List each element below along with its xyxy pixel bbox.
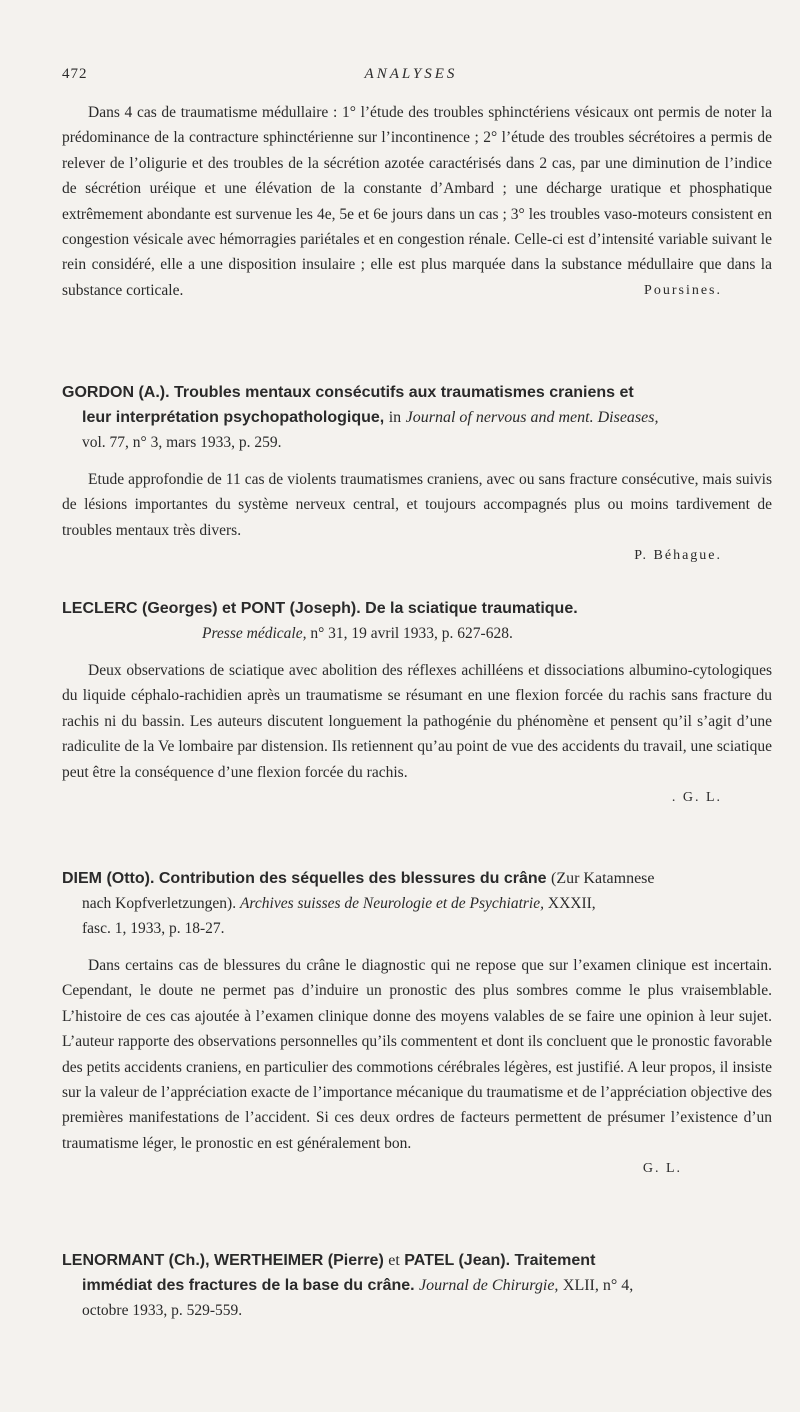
running-title: ANALYSES — [364, 66, 458, 82]
entry-subtitle-cont: nach Kopfverletzungen). — [82, 895, 237, 912]
entry-heading — [62, 866, 772, 941]
entry-leclerc-pont — [62, 596, 772, 810]
entry-author-2: WERTHEIMER (Pierre) — [213, 1252, 384, 1269]
entry-title-cont: leur interprétation psychopathologique, — [82, 409, 385, 426]
intro-signature: Poursines. — [644, 283, 722, 299]
entry-abstract: Dans certains cas de blessures du crâne le diagnostic qui ne repose que sur l’examen clinique est incertain. Cependant, le doute ne permet pas d’induire un pronostic des plus sombres comme le plus vraisemblable. L’histoire de ces cas ajoutée à l’examen clinique donne des moyens valables de se faire une opinion à leur sujet. L’auteur rapporte des observations personnelles qu’ils commentent et dont ils concluent que le pronostic favorable des petits accidents craniens, en particulier des commotions cérébrales légères, est justifié. A leur propos, il insiste sur la valeur de l’appréciation exacte de l’importance mécanique du traumatisme et de l’appréciation objective des premières manifestations de l’accident. Si ces deux ordres de facteurs permettent de présumer l’existence d’un traumatisme léger, le pronostic en est généralement bon. — [62, 957, 772, 1152]
entry-signature: P. Béhague. — [634, 548, 722, 564]
entry-heading — [62, 596, 772, 646]
entry-gordon — [62, 380, 772, 568]
entry-journal: Archives suisses de Neurologie et de Psychiatrie, — [239, 895, 544, 912]
entry-heading — [62, 1248, 772, 1323]
entry-title: Traitement — [514, 1252, 596, 1269]
source-prefix: in — [388, 409, 402, 426]
entry-authors: LECLERC (Georges) et PONT (Joseph). — [62, 600, 361, 617]
entry-volume: XLII, n° 4, — [562, 1277, 634, 1294]
entry-journal: Presse médicale, — [202, 625, 307, 642]
entry-title-cont: immédiat des fractures de la base du crâne. — [82, 1277, 415, 1294]
entry-author-3: PATEL (Jean). — [404, 1252, 511, 1269]
intro-section — [62, 100, 772, 303]
entry-heading — [62, 380, 772, 455]
entry-reference: fasc. 1, 1933, p. 18-27. — [82, 920, 225, 937]
entry-author-1: LENORMANT (Ch.), — [62, 1252, 210, 1269]
entry-title: Troubles mentaux consécutifs aux traumatismes craniens et — [174, 384, 634, 401]
entry-reference: vol. 77, n° 3, mars 1933, p. 259. — [82, 434, 282, 451]
running-header — [62, 66, 760, 88]
entry-authors: DIEM (Otto). — [62, 870, 155, 887]
entry-journal: Journal of nervous and ment. Diseases, — [405, 409, 659, 426]
entry-volume: XXXII, — [547, 895, 596, 912]
entry-signature: . G. L. — [671, 790, 722, 806]
entry-subtitle: (Zur Katamnese — [551, 870, 655, 887]
entry-reference: n° 31, 19 avril 1933, p. 627-628. — [310, 625, 513, 642]
entry-title: Contribution des séquelles des blessures du crâne — [158, 870, 547, 887]
entry-journal: Journal de Chirurgie, — [419, 1277, 559, 1294]
entry-abstract: Deux observations de sciatique avec abolition des réflexes achilléens et dissociations albumino-cytologiques du liquide céphalo-rachidien après un traumatisme se résumant en une flexion forcée du rachis sans fracture du rachis ni du bassin. Les auteurs discutent longuement la pathogénie du phénomène et pensent qu’il s’agit d’une radiculite de la Ve lombaire par distension. Ils retiennent qu’au point de vue des accidents du travail, une sciatique peut être la conséquence d’une flexion forcée du rachis. — [62, 662, 772, 781]
entry-abstract: Etude approfondie de 11 cas de violents traumatismes craniens, avec ou sans fracture consécutive, mais suivis de lésions importantes du système nerveux central, et toujours accompagnés plus ou moins tardivement de troubles mentaux très divers. — [62, 471, 772, 539]
entry-authors: GORDON (A.). — [62, 384, 170, 401]
entry-reference: octobre 1933, p. 529-559. — [82, 1302, 243, 1319]
entry-signature: G. L. — [642, 1161, 682, 1177]
page-number: 472 — [62, 66, 88, 82]
intro-paragraph: Dans 4 cas de traumatisme médullaire : 1° l’étude des troubles sphinctériens vésicaux ont permis de noter la prédominance de la contracture sphinctérienne sur l’incontinence ; 2° l’étude des troubles sécrétoires a permis de relever de l’oligurie et des troubles de la sécrétion azotée caractérisés dans 2 cas, par une diminution de l’indice de sécrétion uréique et une élévation de la constante d’Ambard ; une décharge uratique et phosphatique extrêmement abondante est survenue les 4e, 5e et 6e jours dans un cas ; 3° les troubles vaso-moteurs consistent en congestion vésicale avec hémorragies pariétales et en congestion rénale. Celle-ci est d’intensité variable suivant le rein considéré, elle a une disposition insulaire ; elle est plus marquée dans la substance médullaire que dans la substance corticale. — [62, 104, 772, 299]
entry-title: De la sciatique traumatique. — [365, 600, 578, 617]
entry-lenormant — [62, 1248, 772, 1323]
entry-diem — [62, 866, 772, 1181]
entry-conjunction: et — [388, 1252, 400, 1269]
